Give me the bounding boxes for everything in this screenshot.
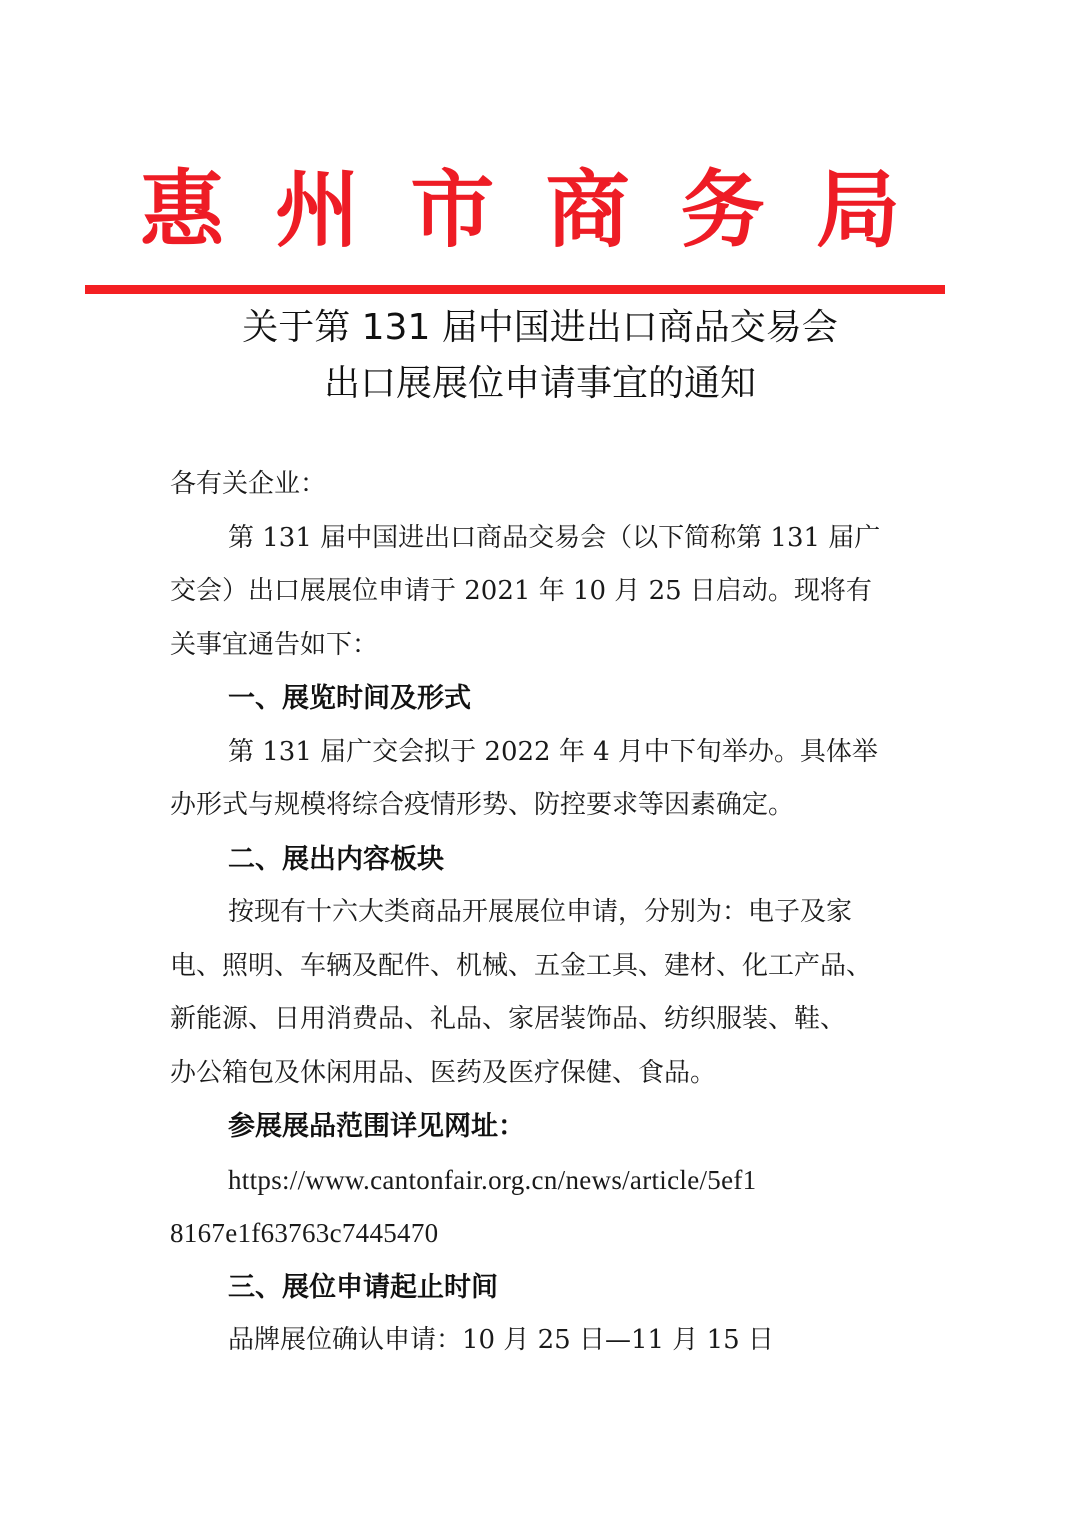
salutation: 各有关企业： xyxy=(170,469,327,499)
section-2-line-1: 按现有十六大类商品开展展位申请，分别为：电子及家 xyxy=(228,897,853,927)
letterhead-org-name xyxy=(140,160,900,260)
letterhead-char: 州 xyxy=(275,160,360,259)
section-1-line-2: 办形式与规模将综合疫情形势、防控要求等因素确定。 xyxy=(170,790,795,820)
intro-line-2: 交会）出口展展位申请于 2021 年 10 月 25 日启动。现将有 xyxy=(170,576,872,606)
section-2-subheading: 参展展品范围详见网址： xyxy=(228,1111,525,1142)
title-line-2: 出口展展位申请事宜的通知 xyxy=(323,363,756,404)
section-3-line-1: 品牌展位确认申请：10 月 25 日—11 月 15 日 xyxy=(228,1325,774,1355)
section-1-heading: 一、展览时间及形式 xyxy=(228,683,471,714)
letterhead-char: 惠 xyxy=(140,160,225,259)
section-2-line-4: 办公箱包及休闲用品、医药及医疗保健、食品。 xyxy=(170,1057,717,1088)
document-body xyxy=(170,458,930,1368)
title-line-1: 关于第 131 届中国进出口商品交易会 xyxy=(242,307,838,348)
exhibit-scope-url-line-2[interactable]: 8167e1f63763c7445470 xyxy=(170,1218,439,1248)
section-1-line-1: 第 131 届广交会拟于 2022 年 4 月中下旬举办。具体举 xyxy=(228,736,878,767)
intro-line-3: 关事宜通告如下： xyxy=(170,629,379,660)
letterhead-red-rule xyxy=(85,285,945,294)
letterhead-char: 市 xyxy=(410,160,495,259)
section-2-line-3: 新能源、日用消费品、礼品、家居装饰品、纺织服装、鞋、 xyxy=(170,1004,847,1034)
section-3-heading: 三、展位申请起止时间 xyxy=(228,1271,498,1303)
section-2-line-2: 电、照明、车辆及配件、机械、五金工具、建材、化工产品、 xyxy=(170,950,873,981)
letterhead-char: 商 xyxy=(545,160,630,259)
letterhead-char: 务 xyxy=(680,160,765,259)
intro-line-1: 第 131 届中国进出口商品交易会（以下简称第 131 届广 xyxy=(228,522,881,553)
exhibit-scope-url-line-1[interactable]: https://www.cantonfair.org.cn/news/article/5ef1 xyxy=(228,1164,757,1195)
document-title xyxy=(0,300,1080,412)
section-2-heading: 二、展出内容板块 xyxy=(228,843,444,875)
letterhead-char: 局 xyxy=(815,160,900,259)
